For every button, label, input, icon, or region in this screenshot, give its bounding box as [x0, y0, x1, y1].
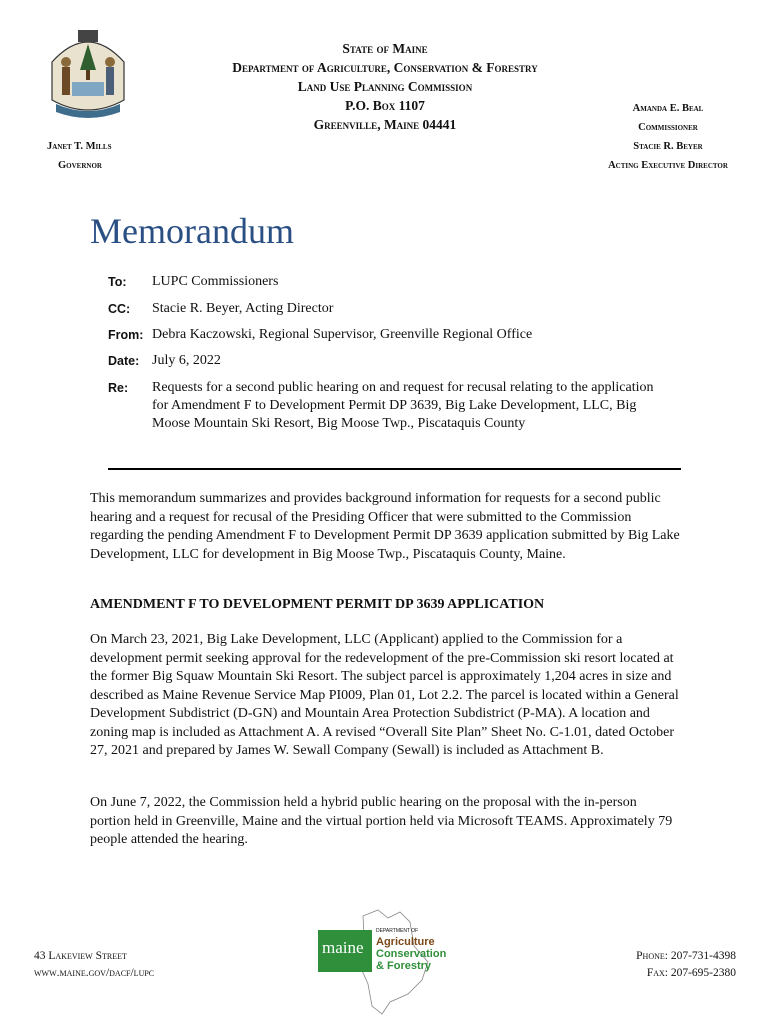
footer-phone: Phone: 207-731-4398 — [636, 950, 736, 962]
field-label: To: — [108, 275, 127, 289]
intro-paragraph: This memorandum summarizes and provides background information for requests for a second public hearing and a request for recusal of the Presiding Officer that were submitted to the Commission regarding the pending Amendment F to Development Permit DP 3639 application submitted by Big Lake Development, LLC for development in Big Moose Twp., Piscataquis County, Maine. — [90, 491, 680, 562]
footer-street: 43 Lakeview Street — [34, 950, 127, 962]
field-value: July 6, 2022 — [152, 353, 221, 368]
body-paragraph-2: On June 7, 2022, the Commission held a hybrid public hearing on the proposal with the in-person portion held in Greenville, Maine and the virtual portion held via Microsoft TEAMS. Approximately 79 people attended the hearing. — [90, 795, 673, 847]
footer-fax: Fax: 207-695-2380 — [646, 967, 736, 979]
logo-dept: DEPARTMENT OF — [376, 928, 419, 934]
logo-agriculture: Agriculture — [376, 936, 435, 948]
field-label: CC: — [108, 302, 131, 316]
state-name: State of Maine — [342, 41, 428, 56]
body-paragraph-1: On March 23, 2021, Big Lake Development, LLC (Applicant) applied to the Commission for a development permit seeking approval for the redevelopment of the pre-Commission ski resort located at the former Big Squaw Mountain Ski Resort. The subject parcel is approximately 1,204 acres in size and described as Maine Revenue Service Map PI009, Plan 01, Lot 2.2. The parcel is located within a General Development Subdistrict (D-GN) and Mountain Area Protection Subdistrict (P-MA). A location and zoning map is included as Attachment A. A revised “Overall Site Plan” Sheet No. C-1.01, dated October 27, 2021 and prepared by James W. Sewall Company (Sewall) is included as Attachment B. — [90, 632, 679, 758]
governor-title: Governor — [58, 160, 102, 171]
director-name: Stacie R. Beyer — [633, 141, 703, 152]
commission-name: Land Use Planning Commission — [297, 79, 473, 94]
field-value: LUPC Commissioners — [152, 274, 279, 289]
logo-forestry: & Forestry — [376, 960, 432, 972]
section-heading: AMENDMENT F TO DEVELOPMENT PERMIT DP 3639 APPLICATION — [90, 597, 545, 612]
field-label: Date: — [108, 354, 140, 368]
director-title: Acting Executive Director — [608, 160, 728, 171]
field-value: Requests for a second public hearing on and request for recusal relating to the application for Amendment F to Development Permit DP 3639, Big Lake Development, LLC, Big Moose Mountain Ski Resort, Big Moose Twp., Piscataquis County — [152, 380, 654, 431]
memo-title: Memorandum — [90, 211, 294, 251]
commissioner-name: Amanda E. Beal — [632, 103, 704, 114]
state-seal — [42, 22, 134, 122]
field-label: From: — [108, 328, 144, 342]
governor-name: Janet T. Mills — [47, 141, 112, 152]
city-address: Greenville, Maine 04441 — [313, 117, 457, 132]
footer-website[interactable]: www.maine.gov/dacf/lupc — [34, 967, 155, 979]
field-value: Stacie R. Beyer, Acting Director — [152, 301, 334, 316]
department-name: Department of Agriculture, Conservation & Forestry — [232, 60, 538, 75]
dacf-logo — [318, 906, 458, 1016]
logo-maine: maine — [322, 938, 364, 957]
field-label: Re: — [108, 381, 129, 395]
commissioner-title: Commissioner — [638, 122, 698, 133]
header-divider — [108, 468, 681, 470]
po-box: P.O. Box 1107 — [345, 98, 425, 113]
logo-conservation: Conservation — [376, 948, 447, 960]
field-value: Debra Kaczowski, Regional Supervisor, Greenville Regional Office — [152, 327, 533, 342]
